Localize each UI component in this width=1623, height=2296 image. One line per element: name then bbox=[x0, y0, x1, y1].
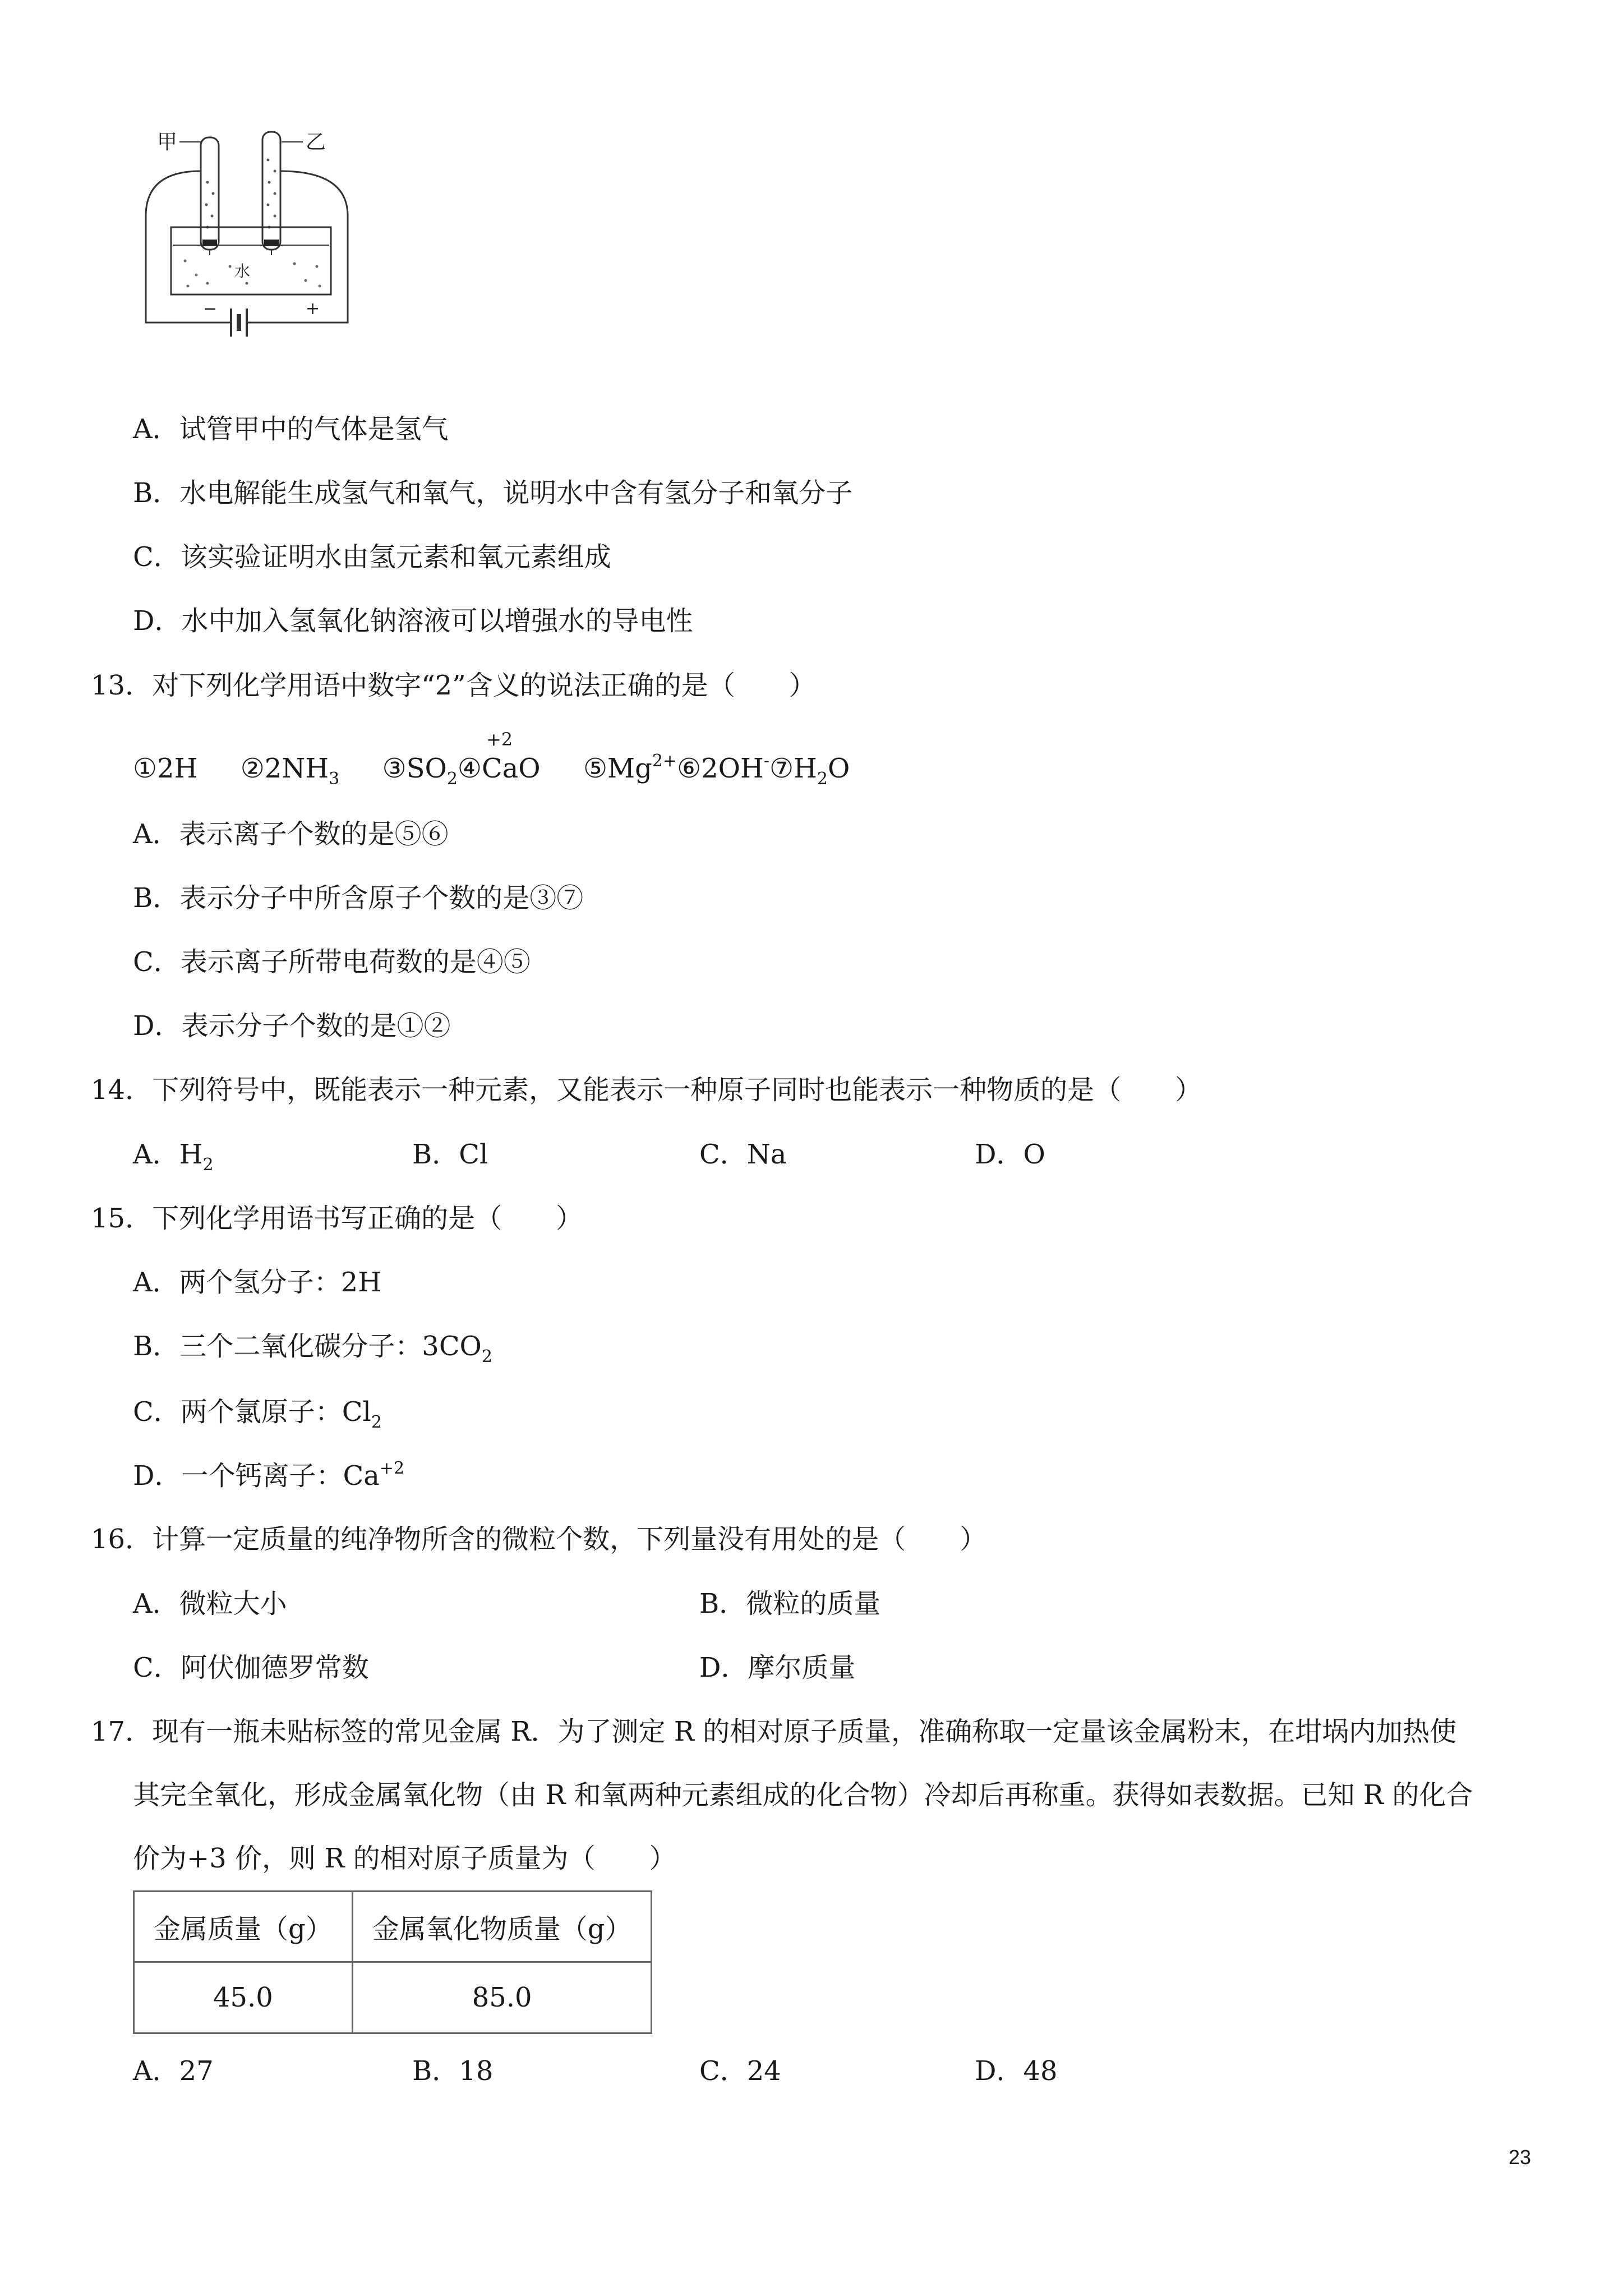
electrolysis-apparatus-figure bbox=[135, 115, 370, 373]
q13-option-a: A．表示离子个数的是⑤⑥ bbox=[133, 818, 449, 850]
q17-stem-line3: 价为+3 价，则 R 的相对原子质量为（ ） bbox=[133, 1843, 676, 1874]
q15-option-a: A．两个氢分子：2H bbox=[133, 1267, 382, 1298]
label-jia: 甲 bbox=[157, 131, 178, 154]
q12-option-a: A．试管甲中的气体是氢气 bbox=[133, 413, 449, 445]
q17-data-table bbox=[133, 1890, 652, 2034]
q16-stem: 16．计算一定质量的纯净物所含的微粒个数，下列量没有用处的是（ ） bbox=[91, 1524, 987, 1555]
q13-option-d: D．表示分子个数的是①② bbox=[133, 1010, 451, 1042]
q14-stem: 14．下列符号中，既能表示一种元素，又能表示一种原子同时也能表示一种物质的是（ ） bbox=[91, 1074, 1202, 1106]
q14-option-a: A．$H_2$ bbox=[133, 1139, 214, 1175]
q17-option-b: B．18 bbox=[412, 2055, 494, 2087]
table-header-row bbox=[134, 1892, 652, 1962]
q13-option-b: B．表示分子中所含原子个数的是③⑦ bbox=[133, 882, 584, 914]
q12-option-d: D．水中加入氢氧化钠溶液可以增强水的导电性 bbox=[133, 605, 693, 637]
q12-option-b: B．水电解能生成氢气和氧气，说明水中含有氢分子和氧分子 bbox=[133, 477, 853, 509]
table-row bbox=[134, 1962, 652, 2033]
q12-option-c: C．该实验证明水由氢元素和氧元素组成 bbox=[133, 541, 611, 573]
q17-option-d: D．48 bbox=[975, 2055, 1058, 2087]
q14-option-d: D．O bbox=[975, 1139, 1045, 1170]
page-number: 23 bbox=[1509, 2146, 1532, 2169]
q15-option-d: D．一个钙离子：$Ca^{+2}$ bbox=[133, 1458, 405, 1492]
q14-option-b: B．Cl bbox=[412, 1139, 488, 1170]
table-cell-oxide-mass: 85.0 bbox=[352, 1962, 652, 2033]
label-water: 水 bbox=[234, 262, 251, 280]
label-plus: + bbox=[306, 299, 320, 319]
q16-option-d: D．摩尔质量 bbox=[699, 1652, 856, 1683]
q16-option-c: C．阿伏伽德罗常数 bbox=[133, 1652, 369, 1683]
q17-option-a: A．27 bbox=[133, 2055, 214, 2087]
q15-stem: 15．下列化学用语书写正确的是（ ） bbox=[91, 1203, 583, 1234]
q13-items: ①2H $②2NH_3$ $③SO_2④$ +2 CaO $⑤Mg^{2+}⑥2OH^-⑦H_2O$ bbox=[133, 729, 850, 789]
q16-option-a: A．微粒大小 bbox=[133, 1588, 287, 1619]
label-minus: − bbox=[203, 299, 218, 319]
q15-option-c: C．两个氯原子：$Cl_2$ bbox=[133, 1396, 382, 1432]
q16-option-b: B．微粒的质量 bbox=[699, 1588, 881, 1619]
label-yi: 乙 bbox=[306, 131, 326, 154]
q13-stem: 13．对下列化学用语中数字“2”含义的说法正确的是（ ） bbox=[91, 670, 816, 701]
table-cell-metal-mass: 45.0 bbox=[134, 1962, 353, 2033]
q17-option-c: C．24 bbox=[699, 2055, 781, 2087]
q15-option-b: B．三个二氧化碳分子：$3CO_2$ bbox=[133, 1331, 492, 1366]
table-header-oxide-mass: 金属氧化物质量（g） bbox=[352, 1892, 652, 1962]
q13-option-c: C．表示离子所带电荷数的是④⑤ bbox=[133, 946, 531, 978]
q17-stem-line2: 其完全氧化，形成金属氧化物（由 R 和氧两种元素组成的化合物）冷却后再称重。获得如表数据。已知 R 的化合 bbox=[133, 1779, 1473, 1811]
table-header-metal-mass: 金属质量（g） bbox=[134, 1892, 353, 1962]
q17-stem-line1: 17．现有一瓶未贴标签的常见金属 R．为了测定 R 的相对原子质量，准确称取一定量该金属粉末，在坩埚内加热使 bbox=[91, 1716, 1457, 1747]
q14-option-c: C．Na bbox=[699, 1139, 787, 1170]
